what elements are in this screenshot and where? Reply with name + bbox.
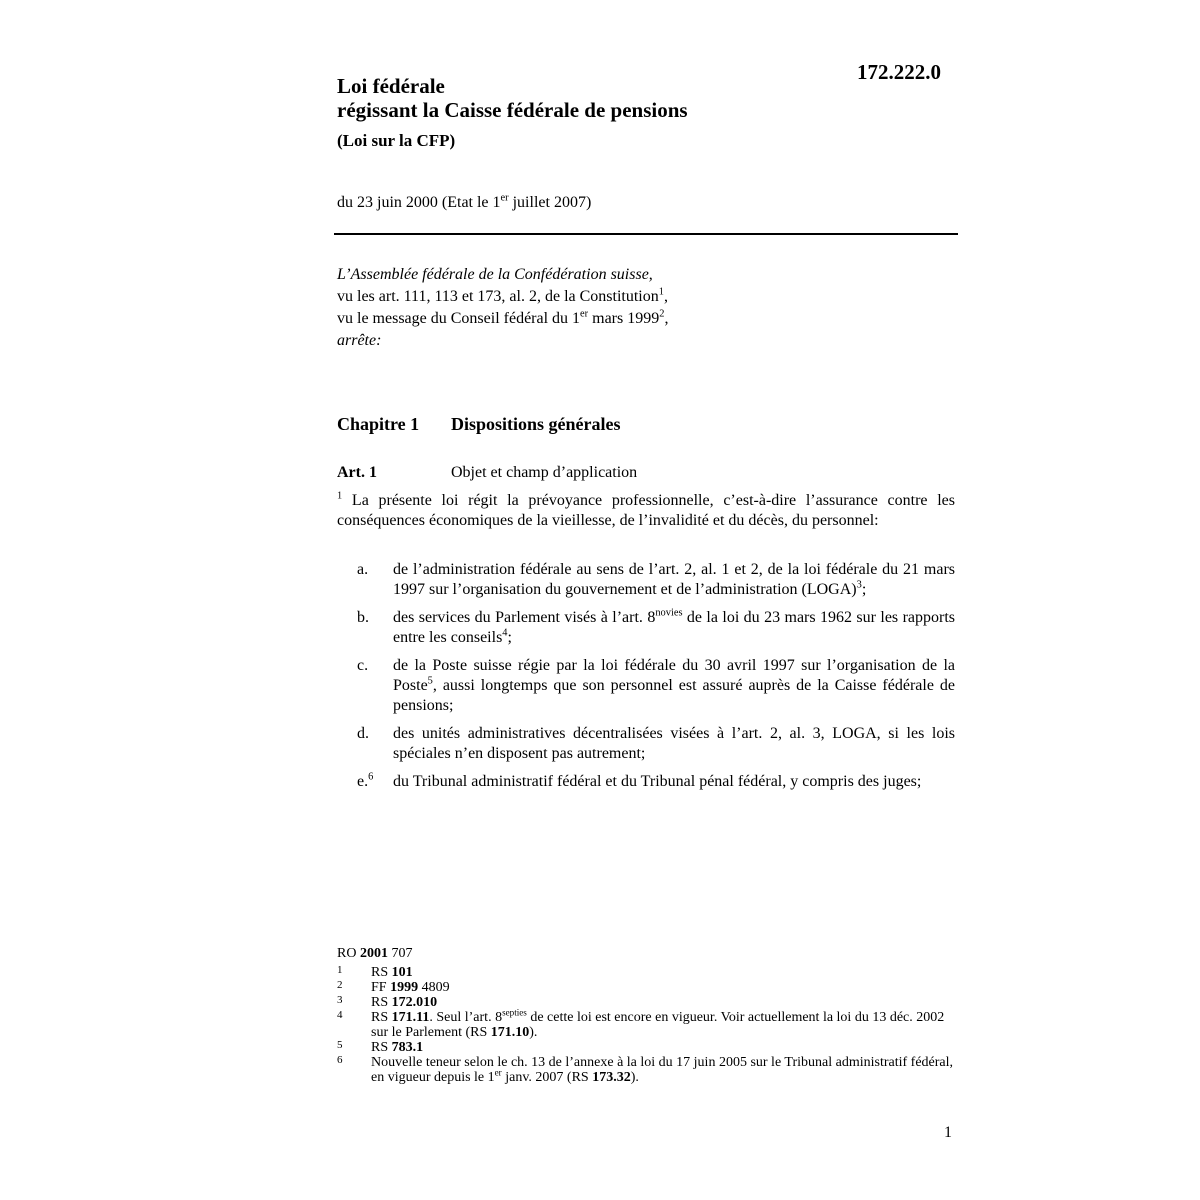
item-letter: d. (357, 725, 369, 742)
footnote-ref[interactable]: 4 (502, 627, 508, 639)
footnote-ref[interactable]: 6 (368, 771, 374, 783)
law-date: du 23 juin 2000 (Etat le 1er juillet 2007) (337, 192, 592, 211)
item-letter: e.$^6$ (357, 771, 374, 790)
preamble (337, 264, 957, 352)
law-title-line2: régissant la Caisse fédérale de pensions (337, 98, 688, 122)
chapter-heading (337, 412, 621, 436)
item-letter: b. (357, 609, 369, 626)
sr-number: 172.222.0 (857, 60, 941, 84)
alinea-number: 1 (337, 490, 343, 502)
footnote: 2 FF 1999 4809 (337, 979, 450, 995)
footnote: 5 RS 783.1 (337, 1039, 424, 1055)
list-item: a. de l’administration fédérale au sens de l’art. 2, al. 1 et 2, de la loi fédérale du 21 mars 1997 sur l’organisation du gouvernement et de l’administration (LOGA)$^3$; (357, 561, 955, 598)
law-title-line1: Loi fédérale (337, 74, 445, 98)
article-heading (337, 462, 637, 484)
footnote-ref[interactable]: 3 (856, 579, 862, 591)
article-item-list (357, 560, 955, 800)
footnote: 3 RS 172.010 (337, 994, 438, 1010)
law-short-title: (Loi sur la CFP) (337, 131, 456, 150)
chapter-title: Dispositions générales (451, 414, 621, 434)
preamble-enactment: arrête: (337, 332, 382, 349)
list-item: d. des unités administratives décentralisées visées à l’art. 2, al. 3, LOGA, si les lois spéciales n’en disposent pas autrement; (357, 725, 955, 762)
chapter-number: Chapitre 1 (337, 414, 420, 434)
footnote-ref[interactable]: 2 (659, 308, 665, 320)
footnote-ref[interactable]: 1 (658, 286, 664, 298)
header-rule (334, 233, 958, 235)
list-item: e.$^6$ du Tribunal administratif fédéral et du Tribunal pénal fédéral, y compris des juges; (357, 771, 922, 790)
page-number: 1 (944, 1124, 952, 1141)
footnote: 6 Nouvelle teneur selon le ch. 13 de l’annexe à la loi du 17 juin 2005 sur le Tribunal administratif fédéral, en vigueur depuis le 1er janv. 2007 (RS 173.32). (337, 1054, 954, 1085)
article-title: Objet et champ d’application (451, 464, 638, 481)
footnote-ref[interactable]: 5 (427, 675, 433, 687)
footnote: 4 RS 171.11. Seul l’art. $8^{septies}$ de cette loi est encore en vigueur. Voir actuellement la loi du 13 déc. 2002 sur le Parlement (RS 171.10). (337, 1007, 945, 1040)
list-item: c. de la Poste suisse régie par la loi fédérale du 30 avril 1997 sur l’organisation de la Poste$^5$, aussi longtemps que son personnel est assuré auprès de la Caisse fédérale de pensions; (357, 657, 955, 714)
list-item: b. des services du Parlement visés à l’art. $8^{novies}$ de la loi du 23 mars 1962 sur les rapports entre les conseils$^4$; (357, 607, 955, 646)
footnote: 1 RS 101 (337, 964, 413, 980)
preamble-constitution: vu les art. 111, 113 et 173, al. 2, de la Constitution$^1$, (337, 286, 668, 305)
official-source: RO 2001 707 (337, 946, 413, 961)
article-number: Art. 1 (337, 464, 377, 481)
preamble-message: vu le message du Conseil fédéral du 1er mars 1999$^2$, (337, 308, 669, 327)
footnotes (337, 965, 957, 1085)
item-letter: c. (357, 657, 369, 674)
item-letter: a. (357, 561, 369, 578)
article-paragraph: $^1$ La présente loi régit la prévoyance professionnelle, c’est-à-dire l’assurance contre les conséquences économiques de la vieillesse, de l’invalidité et du décès, du personnel: (337, 490, 955, 529)
preamble-authority: L’Assemblée fédérale de la Confédération suisse, (337, 266, 653, 283)
